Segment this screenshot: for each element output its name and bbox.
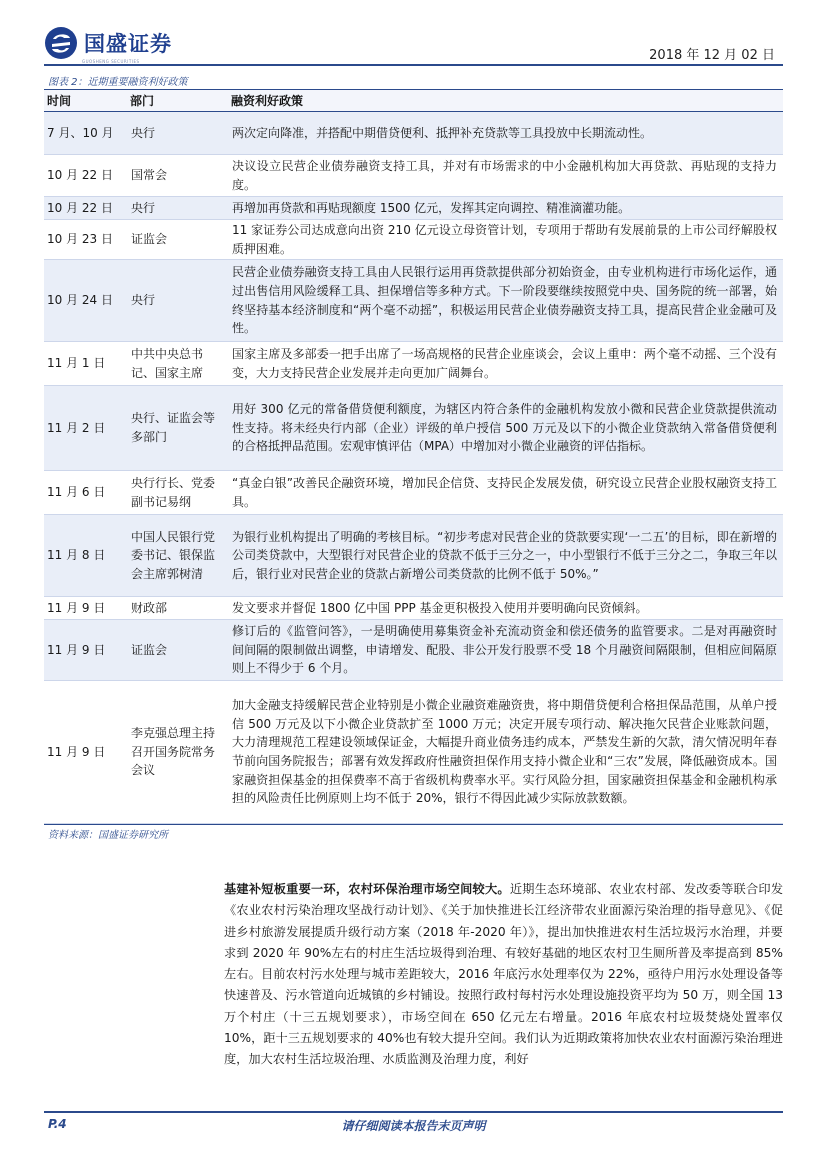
cell-dept: 中国人民银行党委书记、银保监会主席郭树清 (131, 529, 216, 581)
cell-time: 11 月 9 日 (47, 744, 106, 759)
cell-time: 10 月 22 日 (47, 168, 113, 183)
cell-time: 11 月 9 日 (47, 600, 106, 615)
report-date: 2018 年 12 月 02 日 (649, 48, 775, 63)
cell-time: 11 月 9 日 (47, 642, 106, 657)
cell-policy: 国家主席及多部委一把手出席了一场高规格的民营企业座谈会，会议上重申：两个毫不动摇、三个没有变，大力支持民营企业发展并走向更加广阔舞台。 (232, 346, 777, 380)
table-row (44, 197, 783, 220)
table-row (44, 386, 783, 471)
cell-dept: 财政部 (131, 600, 168, 615)
paragraph-text: 近期生态环境部、农业农村部、发改委等联合印发《农业农村污染治理攻坚战行动计划》、《关于加快推进长江经济带农业面源污染治理的指导意见》、《促进乡村旅游发展提质升级行动方案（2018 年-2020 年）》，提出加快推进农村生活垃圾污水治理，并要求到 2020 年 90%左右的村庄生活垃圾得到治理、有较好基础的地区农村卫生厕所普及率提高到 85%左右。目前农村污水处理与城市差距较大，2016 年底污水处理率仅为 22%，亟待户用污水处理设备等快速普及、污水管道向近城镇的乡村铺设。按照行政村每村污水处理设施投资平均为 50 万，则全国 13 万个村庄（十三五规划要求），市场空间在 650 亿元左右增量。2016 年底农村垃圾焚烧处置率仅 10%，距十三五规划要求的 40%也有较大提升空间。我们认为近期政策将加快农业农村面源污染治理进度，加大农村生活垃圾治理、水质监测及治理力度，利好 (224, 882, 784, 1067)
table-row (44, 342, 783, 386)
table-row (44, 471, 783, 515)
cell-time: 11 月 8 日 (47, 548, 106, 563)
cell-policy: 为银行业机构提出了明确的考核目标。“初步考虑对民营企业的贷款要实现‘一二五’的目标，即在新增的公司类贷款中，大型银行对民营企业的贷款不低于三分之一，中小型银行不低于三分之二，争取三年以后，银行业对民营企业的贷款占新增公司类贷款的比例不低于 50%。” (232, 529, 777, 581)
brand-subtitle: GUOSHENG SECURITIES (82, 59, 140, 64)
table-row (44, 220, 783, 260)
cell-policy: 民营企业债券融资支持工具由人民银行运用再贷款提供部分初始资金，由专业机构进行市场化运作，通过出售信用风险缓释工具、担保增信等多种方式。下一阶段要继续按照党中央、国务院的统一部署，始终坚持基本经济制度和“两个毫不动摇”，积极运用民营企业债券融资支持工具，提高民营企业金融可及性。 (232, 265, 777, 336)
cell-dept: 央行、证监会等多部门 (131, 411, 216, 444)
cell-policy: “真金白银”改善民企融资环境，增加民企信贷、支持民企发展发债，研究设立民营企业股权融资支持工具。 (232, 475, 777, 509)
figure-caption: 图表 2：近期重要融资利好政策 (48, 77, 188, 88)
cell-dept: 央行 (131, 125, 156, 140)
cell-time: 11 月 2 日 (47, 420, 106, 435)
cell-time: 11 月 6 日 (47, 485, 106, 500)
cell-policy: 决议设立民营企业债券融资支持工具，并对有市场需求的中小金融机构加大再贷款、再贴现的支持力度。 (232, 158, 777, 192)
cell-dept: 央行 (131, 293, 156, 308)
cell-policy: 发文要求并督促 1800 亿中国 PPP 基金更积极投入使用并要明确向民资倾斜。 (232, 600, 648, 615)
cell-time: 10 月 23 日 (47, 232, 113, 247)
guosheng-logo-icon (44, 26, 78, 60)
table-row (44, 681, 783, 824)
cell-policy: 修订后的《监管问答》，一是明确使用募集资金补充流动资金和偿还债务的监管要求。二是对再融资时间间隔的限制做出调整，申请增发、配股、非公开发行股票不受 18 个月融资间隔限制，但相应间隔原则上不得少于 6 个月。 (232, 624, 777, 676)
cell-policy: 再增加再贷款和再贴现额度 1500 亿元，发挥其定向调控、精准滴灌功能。 (232, 200, 631, 215)
table-row (44, 112, 783, 155)
cell-time: 7 月、10 月 (47, 125, 114, 140)
cell-time: 10 月 24 日 (47, 293, 113, 308)
footer-disclaimer: 请仔细阅读本报告末页声明 (341, 1119, 486, 1133)
table-bottom-rule (44, 824, 783, 825)
header-policy: 融资利好政策 (231, 94, 304, 108)
brand-name: 国盛证券 (84, 32, 172, 56)
paragraph-lead: 基建补短板重要一环，农村环保治理市场空间较大。 (224, 882, 510, 896)
cell-time: 11 月 1 日 (47, 356, 106, 371)
cell-policy: 加大金融支持缓解民营企业特别是小微企业融资难融资贵，将中期借贷便利合格担保品范围，从单户授信 500 万元及以下小微企业贷款扩至 1000 万元；决定开展专项行动、解决拖欠民营企业账款问题，大力清理规范工程建设领域保证金，大幅提升商业债务违约成本，严禁发生新的欠款，清欠情况明年春节前向国务院报告；部署有效发挥政府性融资担保作用支持小微企业和“三农”发展，降低融资成本。国家融资担保基金的担保费率不高于省级机构费率水平。实行风险分担，国家融资担保基金和金融机构承担的风险责任比例原则上均不低于 20%，银行不得因此减少实际放款数额。 (232, 698, 777, 806)
table-row (44, 620, 783, 681)
cell-dept: 央行行长、党委副书记易纲 (131, 475, 216, 509)
header-time: 时间 (47, 94, 72, 108)
header-divider (44, 64, 783, 66)
cell-dept: 李克强总理主持召开国务院常务会议 (131, 726, 216, 778)
footer-divider (44, 1111, 783, 1113)
cell-policy: 用好 300 亿元的常备借贷便利额度，为辖区内符合条件的金融机构发放小微和民营企业贷款提供流动性支持。将未经央行内部（企业）评级的单户授信 500 万元及以下的小微企业贷款纳入常备借贷便利的合格抵押品范围。宏观审慎评估（MPA）中增加对小微企业融资的评估指标。 (232, 402, 777, 454)
header-dept: 部门 (130, 94, 155, 108)
cell-dept: 中共中央总书记、国家主席 (131, 346, 204, 380)
table-row (44, 260, 783, 342)
brand-logo (44, 26, 172, 60)
cell-policy: 两次定向降准，并搭配中期借贷便利、抵押补充贷款等工具投放中长期流动性。 (232, 125, 653, 140)
page-number: P.4 (48, 1117, 67, 1131)
table-row (44, 597, 783, 620)
source-note: 资料来源：国盛证券研究所 (48, 830, 168, 841)
policy-table (44, 89, 783, 825)
body-paragraph (224, 879, 783, 1071)
cell-dept: 证监会 (131, 642, 168, 657)
cell-time: 10 月 22 日 (47, 200, 113, 215)
cell-dept: 证监会 (131, 232, 168, 247)
cell-dept: 央行 (131, 200, 156, 215)
cell-policy: 11 家证券公司达成意向出资 210 亿元设立母资管计划，专项用于帮助有发展前景的上市公司纾解股权质押困难。 (232, 222, 777, 256)
cell-dept: 国常会 (131, 168, 168, 183)
table-row (44, 155, 783, 197)
table-row (44, 515, 783, 597)
table-header (44, 89, 783, 112)
